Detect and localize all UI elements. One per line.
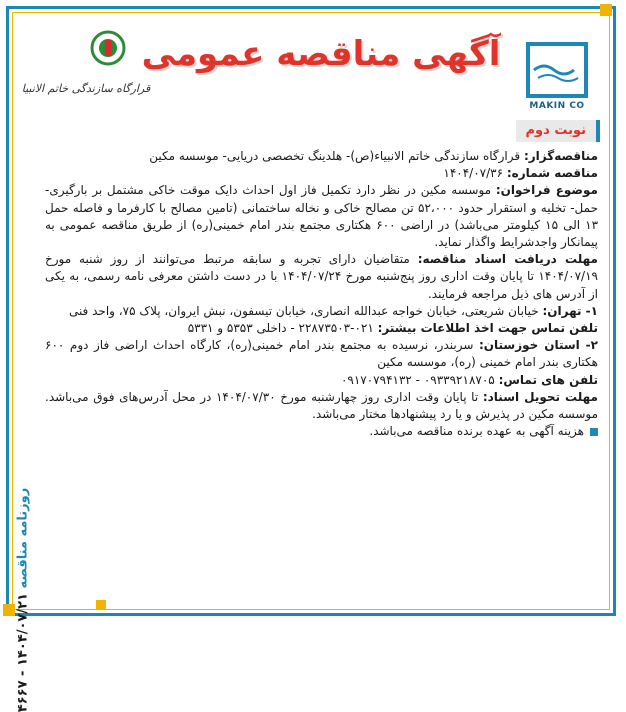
delivery-paragraph (45, 389, 598, 423)
sidebar-issue-number: ۱۴۰۴/۰۷/۲۱ - ۴۶۶۷ (15, 593, 31, 712)
cost-note-line (45, 423, 598, 440)
tender-giver-value: قرارگاه سازندگی خاتم الانبیاء(ص)- هلدینگ تخصصی دریایی- موسسه مکین (149, 149, 521, 163)
square-bullet-icon (590, 428, 598, 436)
corner-square-bottom-left (3, 604, 15, 616)
makin-logo-icon (524, 40, 590, 100)
tender-number-label: مناقصه شماره: (506, 166, 598, 181)
delivery-label: مهلت تحویل اسناد: (482, 389, 598, 404)
deadline-docs-value: متقاضیان دارای تجربه و سابقه مرتبط می‌توانند از روز شنبه مورخ ۱۴۰۴/۰۷/۱۹ تا پایان وقت اداری روز پنج‌شنبه مورخ ۱۴۰۴/۰۷/۲۴ با در دست داشتن معرفی نامه رسمی، به یکی از آدرس های ذیل مراجعه فرمایند. (45, 252, 598, 301)
delivery-value: تا پایان وقت اداری روز چهارشنبه مورخ ۱۴۰۴/۰۷/۳۰ در محل آدرس‌های فوق می‌باشد. موسسه مکین در پذیرش و یا رد پیشنهادها مختار می‌باشد. (45, 389, 598, 422)
tender-number-value: ۱۴۰۴/۰۷/۳۶ (443, 166, 504, 181)
khatam-logo-text: قرارگاه سازندگی خاتم الانبیا (21, 82, 151, 95)
phones-label: تلفن های تماس: (498, 372, 598, 387)
contact-info-label: تلفن تماس جهت اخذ اطلاعات بیشتر: (377, 321, 598, 336)
contact-info-value: ۰۲۱-۲۲۸۷۳۵۰۳ - داخلی ۵۳۵۳ و ۵۳۳۱ (187, 321, 374, 336)
deadline-docs-label: مهلت دریافت اسناد مناقصه: (417, 252, 598, 267)
notice-body (45, 148, 598, 440)
subject-value: موسسه مکین در نظر دارد تکمیل فاز اول احداث دایک موقت خاکی مشتمل بر بارگیری- حمل- تخلیه و استقرار حدود ۵۲،۰۰۰ تن مصالح خاکی و نخاله ساختمانی (تامین مصالح با کارفرما و فاصله حمل ۱۳ الی ۱۵ کیلومتر می‌باشد) در اراضی ۶۰۰ هکتاری مجتمع بندر امام خمینی(ره) از طریق مناقصه عمومی به پیمانکار واجدشرایط واگذار نماید. (45, 183, 599, 250)
subject-paragraph (45, 182, 598, 251)
tender-number-line (45, 165, 598, 182)
khuzestan-address (45, 337, 598, 371)
sidebar-issue (16, 488, 31, 712)
tender-giver-line (45, 148, 598, 165)
tender-giver-label: مناقصه‌گزار: (523, 149, 598, 163)
corner-square-bottom (96, 600, 106, 610)
deadline-docs-paragraph (45, 251, 598, 303)
tehran-value: خیابان شریعتی، خیابان خواجه عبدالله انصاری، خیابان تیسفون، نبش ایروان، پلاک ۷۵، واحد فنی (68, 303, 539, 318)
edition-badge: نوبت دوم (516, 120, 600, 142)
subject-label: موضوع فراخوان: (495, 183, 598, 198)
tehran-label: ۱- تهران: (542, 303, 598, 318)
khatam-logo-icon (21, 26, 151, 110)
phones-value: ۰۹۳۳۹۲۱۸۷۰۵ - ۰۹۱۷۰۷۹۴۱۳۲ (340, 372, 495, 387)
makin-logo-name: MAKIN CO (529, 101, 585, 111)
contact-info-line (45, 320, 598, 337)
cost-note: هزینه آگهی به عهده برنده مناقصه می‌باشد. (369, 424, 584, 439)
phones-line (45, 372, 598, 389)
page-title: آگهی مناقصه عمومی (141, 34, 501, 74)
sidebar (8, 250, 38, 712)
tehran-address (45, 303, 598, 320)
khuzestan-value: سربندر، نرسیده به مجتمع بندر امام خمینی(ره)، کارگاه احداث اراضی فاز دوم ۶۰۰ هکتاری بندر امام خمینی (ره)، موسسه مکین (45, 338, 598, 370)
sidebar-brand: روزنامه مناقصه (15, 487, 31, 589)
khuzestan-label: ۲- استان خوزستان: (478, 338, 598, 353)
corner-square-top-right (600, 4, 612, 16)
